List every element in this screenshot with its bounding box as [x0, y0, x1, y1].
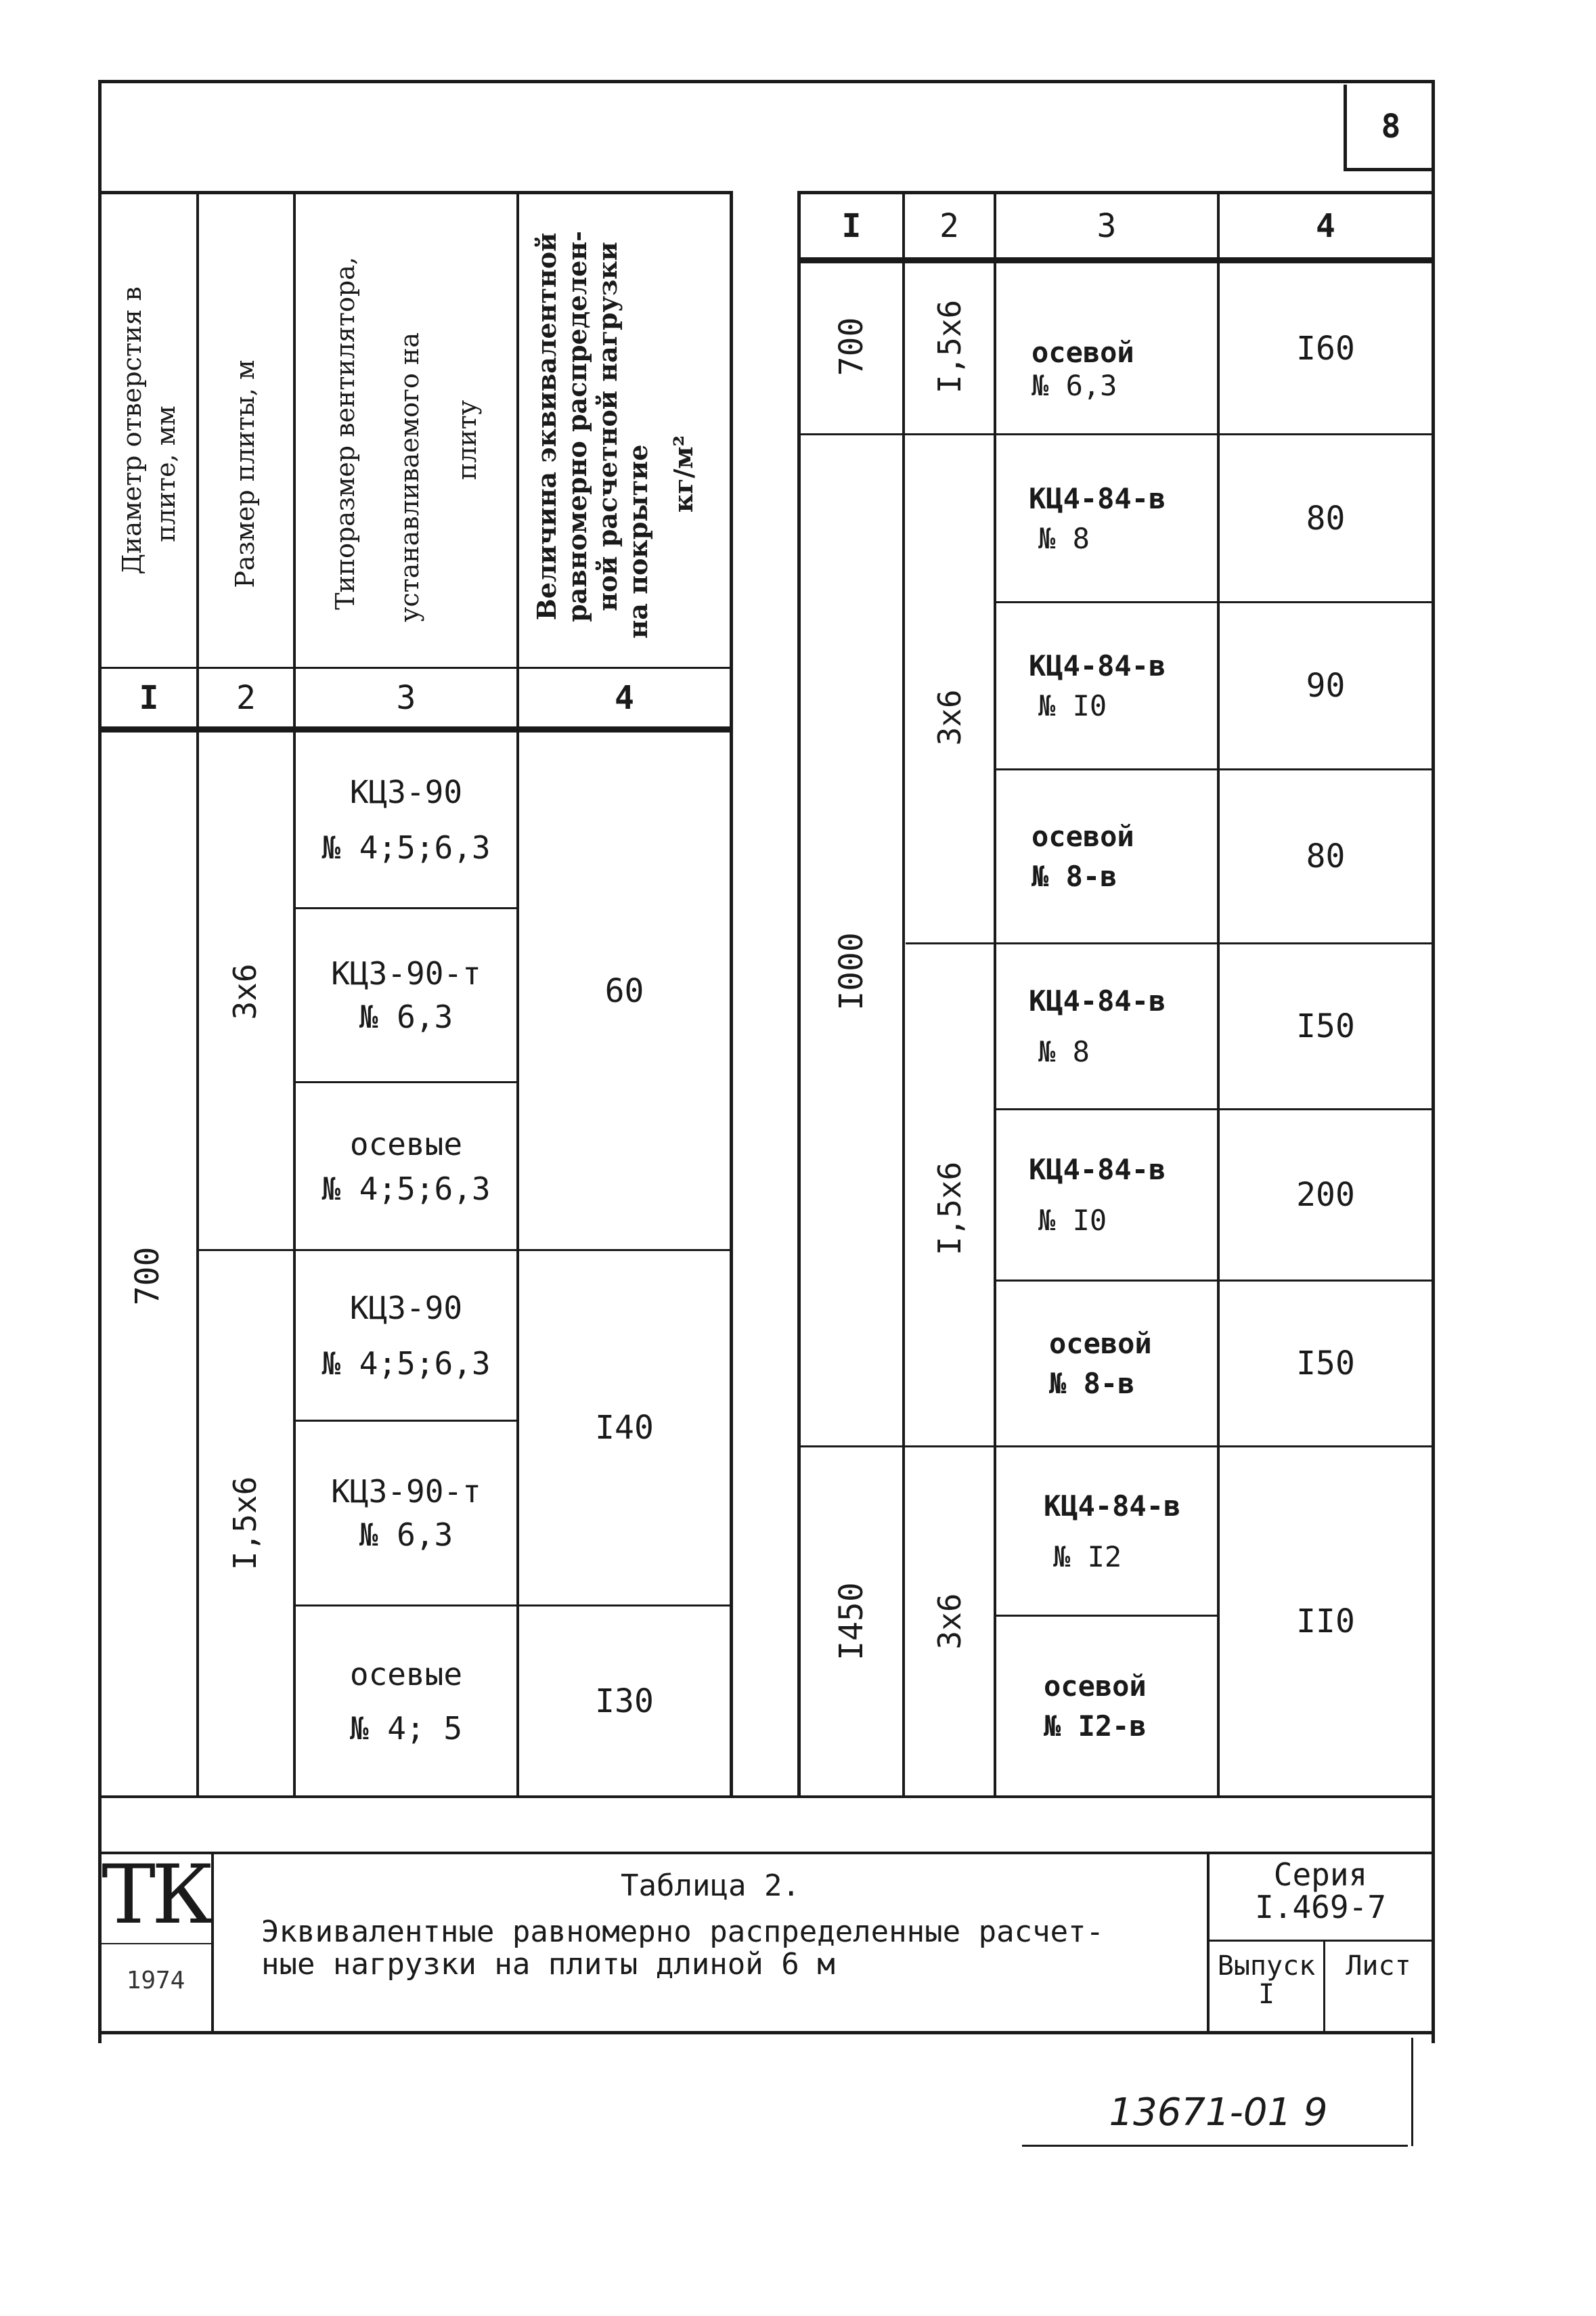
fan-model: осевые — [349, 1125, 463, 1162]
right-fan-row8 — [996, 1447, 1217, 1615]
right-size-3x6-a: 3x6 — [931, 689, 968, 746]
right-fan-row1 — [996, 263, 1217, 433]
left-fan-kc3-90-t-b — [296, 1422, 516, 1604]
left-load-60: 60 — [604, 971, 644, 1010]
stamp-year: 1974 — [126, 1967, 185, 1994]
right-diameter-1000: I000 — [833, 932, 870, 1011]
description-line1: Эквивалентные равномерно распределенные расчет- — [261, 1915, 1105, 1949]
left-fan-kc3-90 — [296, 733, 516, 907]
header-plate-size-line1: Размер плиты, м — [230, 359, 260, 588]
right-colnum-3: 3 — [1096, 206, 1117, 245]
page-number-box — [1344, 85, 1435, 171]
fan-number: № 6,3 — [359, 1516, 453, 1553]
sheet-label: Лист — [1346, 1950, 1411, 1982]
fan-model: КЦ3-90 — [349, 1289, 463, 1326]
right-size-3x6-b: 3x6 — [931, 1593, 968, 1650]
right-load-150-a: I50 — [1296, 1007, 1355, 1045]
header-load-unit: кг/м² — [668, 435, 699, 513]
left-fan-axial — [296, 1083, 516, 1249]
right-load-80-a: 80 — [1306, 499, 1346, 538]
left-load-140: I40 — [595, 1409, 654, 1447]
left-load-130: I30 — [595, 1682, 654, 1720]
left-size-1-5x6: I,5x6 — [227, 1476, 263, 1571]
header-diameter-line2: плите, мм — [151, 406, 181, 542]
right-size-1-5x6-a: I,5x6 — [931, 299, 968, 394]
fan-model: КЦ3-90-т — [331, 955, 481, 992]
tk-logo: ТК — [102, 1848, 210, 1942]
left-fan-kc3-90-b — [296, 1251, 516, 1420]
fan-number: № I2-в — [1044, 1709, 1147, 1743]
fan-model: КЦ4-84-в — [1044, 1489, 1181, 1523]
right-load-150-b: I50 — [1296, 1345, 1355, 1382]
fan-number: № 4;5;6,3 — [322, 829, 491, 866]
left-fan-kc3-90-t — [296, 909, 516, 1081]
right-diameter-700: 700 — [833, 317, 870, 376]
fan-model: осевой — [1032, 820, 1134, 853]
fan-number: № 4;5;6,3 — [322, 1170, 491, 1207]
fan-number: № I0 — [1038, 689, 1107, 722]
right-fan-row5 — [996, 944, 1217, 1108]
fan-number: № 6,3 — [1032, 368, 1117, 402]
header-fan-type-line2: устанавливаемого на — [395, 332, 424, 622]
fan-model: КЦ4-84-в — [1029, 1153, 1166, 1186]
fan-number: № 8 — [1038, 1035, 1090, 1068]
right-colnum-2: 2 — [939, 206, 959, 245]
left-diameter: 700 — [129, 1246, 167, 1306]
right-colnum-4: 4 — [1316, 206, 1335, 245]
right-diameter-1450: I450 — [833, 1582, 870, 1661]
fan-number: № 8-в — [1032, 860, 1117, 893]
fan-number: № 8 — [1038, 521, 1090, 555]
fan-model: осевой — [1032, 335, 1134, 369]
left-colnum-4: 4 — [615, 678, 634, 717]
header-fan-type-line3: плиту — [452, 399, 482, 481]
description-line2: ные нагрузки на плиты длиной 6 м — [261, 1947, 835, 1982]
right-load-200: 200 — [1296, 1176, 1355, 1214]
left-colnum-2: 2 — [236, 678, 256, 717]
issue-value: I — [1258, 1979, 1275, 2010]
left-colnum-1: I — [139, 678, 159, 717]
series-value: I.469-7 — [1255, 1889, 1386, 1925]
right-fan-row6 — [996, 1110, 1217, 1280]
fan-model: КЦ3-90-т — [331, 1473, 481, 1510]
fan-number: № I2 — [1053, 1539, 1122, 1573]
fan-number: № 4;5;6,3 — [322, 1345, 491, 1382]
header-load-line4: на покрытие — [623, 444, 653, 639]
right-load-160: I60 — [1296, 329, 1355, 368]
header-load-line2: равномерно распределен- — [562, 231, 592, 622]
fan-model: КЦ3-90 — [349, 774, 463, 810]
left-fan-axial-b — [296, 1607, 516, 1795]
left-size-3x6: 3x6 — [227, 963, 263, 1020]
fan-number: № I0 — [1038, 1204, 1107, 1237]
right-fan-row3 — [996, 603, 1217, 768]
header-load-line1: Величина эквивалентной — [531, 232, 562, 621]
fan-number: № 4; 5 — [349, 1709, 463, 1747]
right-fan-row7 — [996, 1282, 1217, 1445]
header-fan-type-line1: Типоразмер вентилятора, — [330, 257, 360, 610]
table-title: Таблица 2. — [621, 1869, 800, 1903]
header-diameter-line1: Диаметр отверстия в — [117, 286, 147, 575]
fan-model: КЦ4-84-в — [1029, 984, 1166, 1018]
fan-model: КЦ4-84-в — [1029, 649, 1166, 682]
right-fan-row2 — [996, 435, 1217, 601]
fan-number: № 8-в — [1049, 1367, 1135, 1400]
fan-model: осевой — [1044, 1669, 1147, 1703]
fan-model: КЦ4-84-в — [1029, 481, 1166, 515]
page-number: 8 — [1381, 107, 1401, 146]
inventory-number: 13671-01 9 — [1109, 2091, 1328, 2135]
series-label: Серия — [1273, 1856, 1368, 1893]
fan-model: осевой — [1049, 1327, 1152, 1360]
right-load-80-b: 80 — [1306, 837, 1346, 875]
right-fan-row9 — [996, 1617, 1217, 1795]
fan-model: осевые — [349, 1655, 463, 1692]
right-load-90: 90 — [1306, 667, 1346, 705]
header-load-line3: ной расчетной нагрузки — [592, 242, 623, 611]
right-colnum-1: I — [841, 206, 862, 245]
fan-number: № 6,3 — [359, 999, 453, 1035]
right-load-110: II0 — [1296, 1602, 1355, 1640]
left-colnum-3: 3 — [396, 678, 416, 717]
right-size-1-5x6-b: I,5x6 — [931, 1161, 968, 1256]
right-fan-row4 — [996, 770, 1217, 942]
issue-label: Выпуск — [1217, 1950, 1316, 1982]
